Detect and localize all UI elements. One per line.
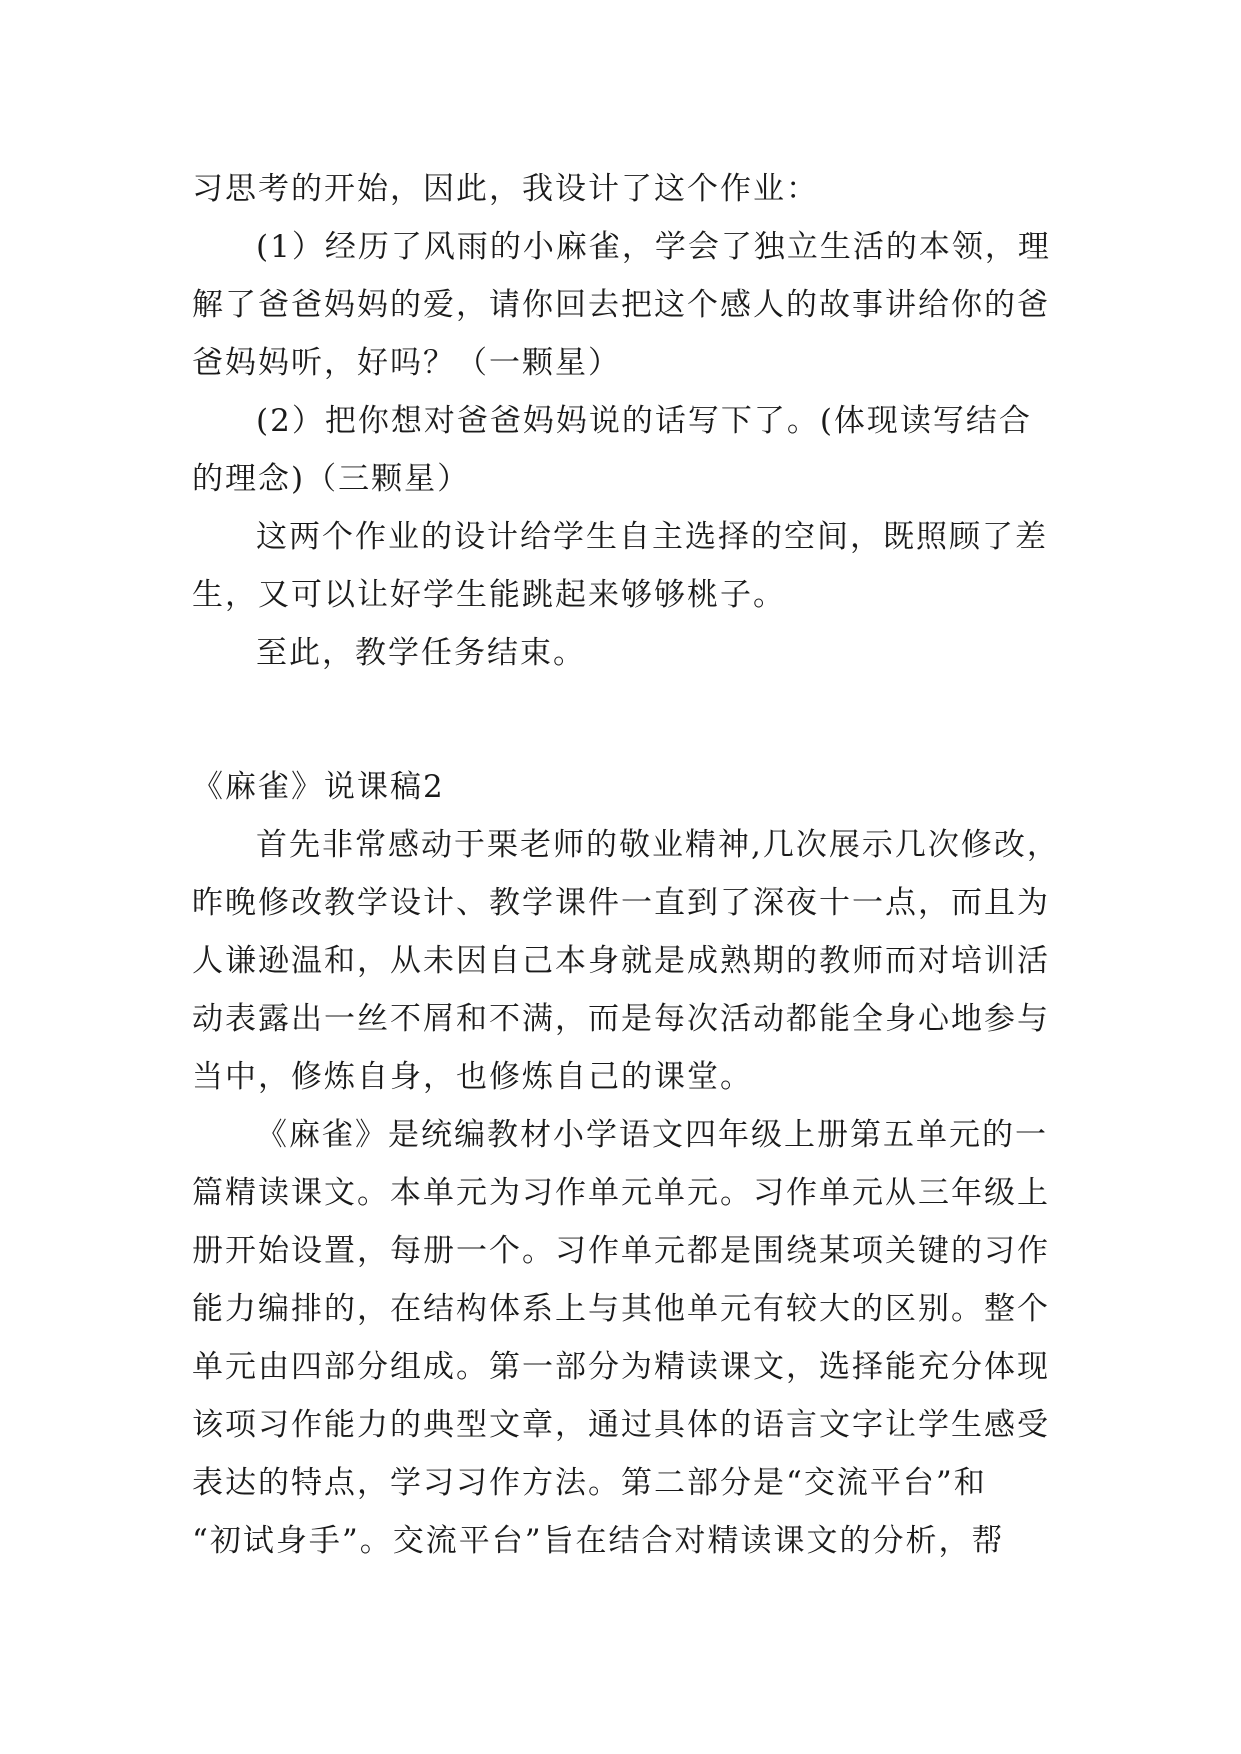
text-line: (2）把你想对爸爸妈妈说的话写下了。(体现读写结合 (256, 403, 1032, 439)
section-title: 《麻雀》说课稿2 (192, 769, 445, 805)
document-page (192, 160, 1060, 1570)
text-line: 篇精读课文。本单元为习作单元单元。习作单元从三年级上 (192, 1175, 1050, 1211)
text-line: 能力编排的，在结构体系上与其他单元有较大的区别。整个 (192, 1291, 1050, 1327)
text-line: 爸妈妈听，好吗？（一颗星） (192, 345, 621, 381)
text-line: 生，又可以让好学生能跳起来够够桃子。 (192, 577, 786, 613)
text-line: 该项习作能力的典型文章，通过具体的语言文字让学生感受 (192, 1407, 1050, 1443)
text-line: 的理念)（三颗星） (192, 461, 471, 497)
text-line: 昨晚修改教学设计、教学课件一直到了深夜十一点，而且为 (192, 885, 1050, 921)
text-line: “初试身手”。交流平台”旨在结合对精读课文的分析，帮 (192, 1523, 1005, 1559)
text-line: 《麻雀》是统编教材小学语文四年级上册第五单元的一 (256, 1117, 1048, 1153)
text-line: 当中，修炼自身，也修炼自己的课堂。 (192, 1059, 753, 1095)
text-line: 表达的特点，学习习作方法。第二部分是“交流平台”和 (192, 1465, 987, 1501)
text-line: 人谦逊温和，从未因自己本身就是成熟期的教师而对培训活 (192, 943, 1050, 979)
text-line: 动表露出一丝不屑和不满，而是每次活动都能全身心地参与 (192, 1001, 1050, 1037)
text-line: 这两个作业的设计给学生自主选择的空间，既照顾了差 (256, 519, 1048, 555)
text-line: 单元由四部分组成。第一部分为精读课文，选择能充分体现 (192, 1349, 1050, 1385)
text-line: 习思考的开始，因此，我设计了这个作业： (192, 171, 819, 207)
text-line: 至此，教学任务结束。 (256, 635, 586, 671)
text-line: 解了爸爸妈妈的爱，请你回去把这个感人的故事讲给你的爸 (192, 287, 1050, 323)
section-gap (192, 682, 1052, 758)
text-line: 首先非常感动于栗老师的敬业精神,几次展示几次修改， (256, 827, 1060, 863)
text-line: 册开始设置，每册一个。习作单元都是围绕某项关键的习作 (192, 1233, 1050, 1269)
text-line: (1）经历了风雨的小麻雀，学会了独立生活的本领，理 (256, 229, 1051, 265)
